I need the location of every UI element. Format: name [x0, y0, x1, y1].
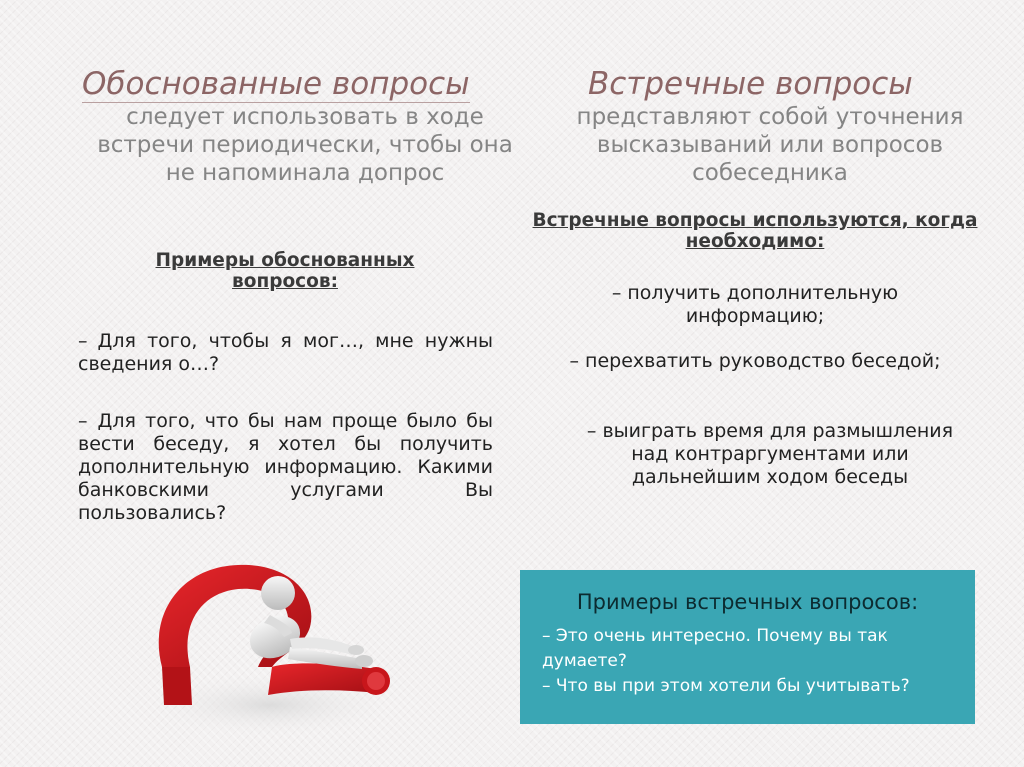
dash: – — [78, 330, 88, 352]
left-example-1 — [78, 330, 493, 376]
box-title: Примеры встречных вопросов: — [576, 590, 919, 614]
left-title: Обоснованные вопросы — [82, 66, 470, 102]
question-mark-chair-with-person-icon — [140, 555, 410, 745]
box-item-2: – Что вы при этом хотели бы учитывать? — [542, 676, 910, 696]
right-title: Встречные вопросы — [588, 66, 913, 102]
left-intro: следует использовать в ходе встречи периодически, чтобы она не напоминала допрос — [97, 104, 513, 186]
dash: – — [78, 410, 88, 432]
box-item-1: – Это очень интересно. Почему вы так думаете? — [542, 626, 888, 671]
left-example-1-text: Для того, чтобы я мог…, мне нужны сведения о…? — [78, 330, 493, 375]
right-goal-1: – получить дополнительную информацию; — [611, 282, 899, 327]
right-intro: представляют собой уточнения высказываний или вопросов собеседника — [576, 104, 964, 186]
left-example-2-text: Для того, что бы нам проще было бы вести беседу, я хотел бы получить дополнительную информацию. Какими банковскими услугами Вы пользовались? — [78, 410, 493, 524]
right-goal-3: – выиграть время для размышления над контраргументами или дальнейшим ходом беседы — [586, 420, 954, 488]
left-examples-heading: Примеры обоснованных вопросов: — [155, 250, 415, 292]
right-usage-heading: Встречные вопросы используются, когда необходимо: — [532, 210, 978, 252]
left-example-2 — [78, 410, 493, 525]
counter-questions-examples-box — [520, 570, 975, 724]
right-goal-2: – перехватить руководство беседой; — [569, 350, 941, 372]
